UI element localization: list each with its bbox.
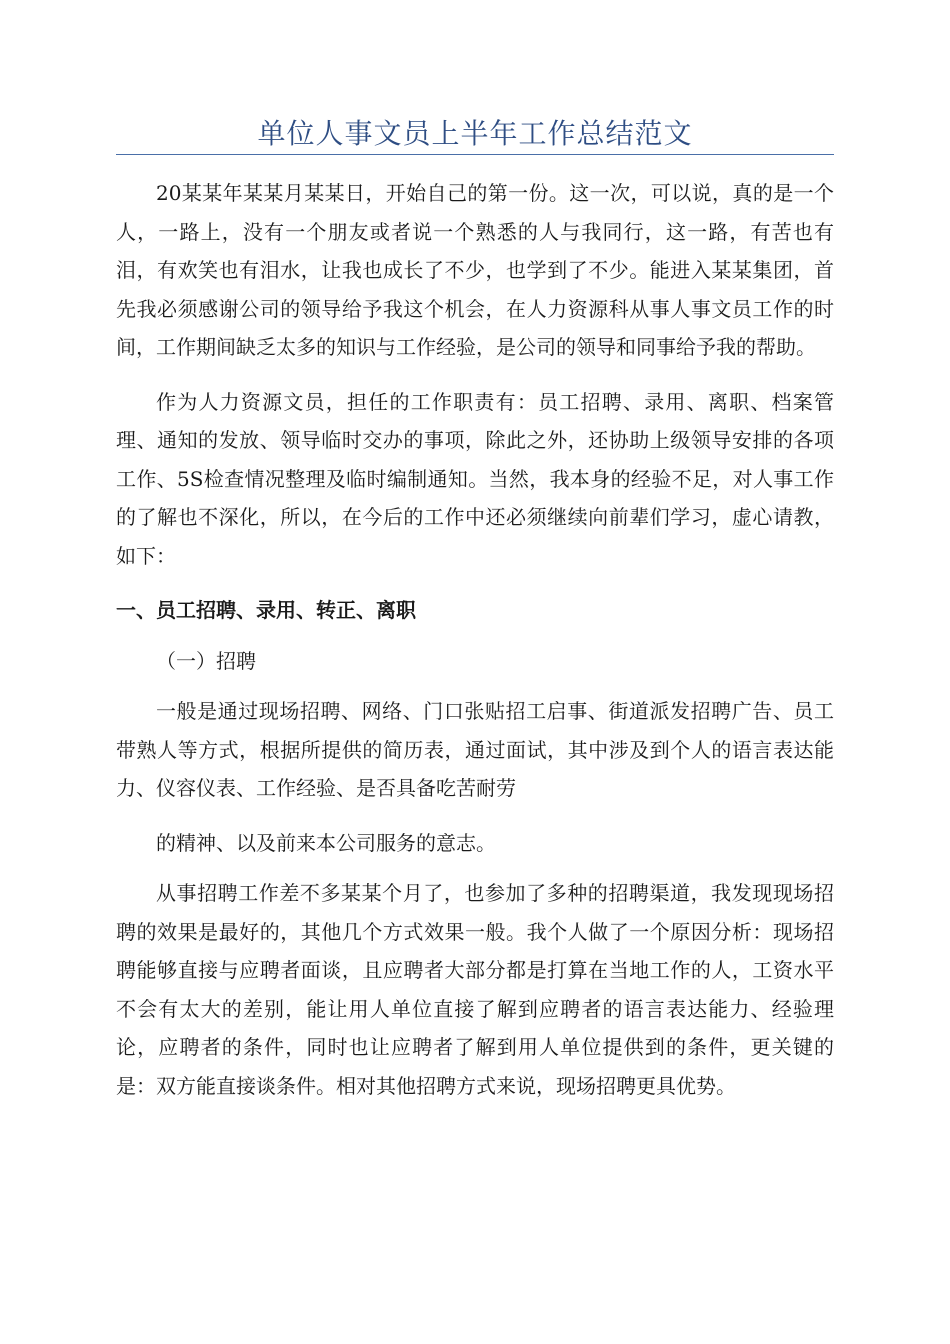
intro-paragraph: 20某某年某某月某某日，开始自己的第一份。这一次，可以说，真的是一个人，一路上，没有一个朋友或者说一个熟悉的人与我同行，这一路，有苦也有泪，有欢笑也有泪水，让我也成长了不少，也学到了不少。能进入某某集团，首先我必须感谢公司的领导给予我这个机会，在人力资源科从事人事文员工作的时间，工作期间缺乏太多的知识与工作经验，是公司的领导和同事给予我的帮助。 (116, 181, 834, 359)
section-heading: 一、员工招聘、录用、转正、离职 (116, 598, 416, 622)
title-underline (116, 154, 834, 155)
analysis-paragraph: 从事招聘工作差不多某某个月了，也参加了多种的招聘渠道，我发现现场招聘的效果是最好的，其他几个方式效果一般。我个人做了一个原因分析：现场招聘能够直接与应聘者面谈，且应聘者大部分都是打算在当地工作的人，工资水平不会有太大的差别，能让用人单位直接了解到应聘者的语言表达能力、经验理论，应聘者的条件，同时也让应聘者了解到用人单位提供到的条件，更关键的是：双方能直接谈条件。相对其他招聘方式来说，现场招聘更具优势。 (116, 881, 834, 1098)
recruitment-paragraph: 一般是通过现场招聘、网络、门口张贴招工启事、街道派发招聘广告、员工带熟人等方式，根据所提供的简历表，通过面试，其中涉及到个人的语言表达能力、仪容仪表、工作经验、是否具备吃苦耐劳 (116, 699, 834, 800)
subheading-recruitment: （一）招聘 (156, 648, 256, 673)
document-body (116, 174, 834, 1121)
duties-paragraph: 作为人力资源文员，担任的工作职责有：员工招聘、录用、离职、档案管理、通知的发放、领导临时交办的事项，除此之外，还协助上级领导安排的各项工作、5S检查情况整理及临时编制通知。当然，我本身的经验不足，对人事工作的了解也不深化，所以，在今后的工作中还必须继续向前辈们学习，虚心请教，如下： (116, 389, 834, 568)
document-title: 单位人事文员上半年工作总结范文 (257, 117, 693, 150)
recruitment-continuation: 的精神、以及前来本公司服务的意志。 (156, 830, 496, 855)
